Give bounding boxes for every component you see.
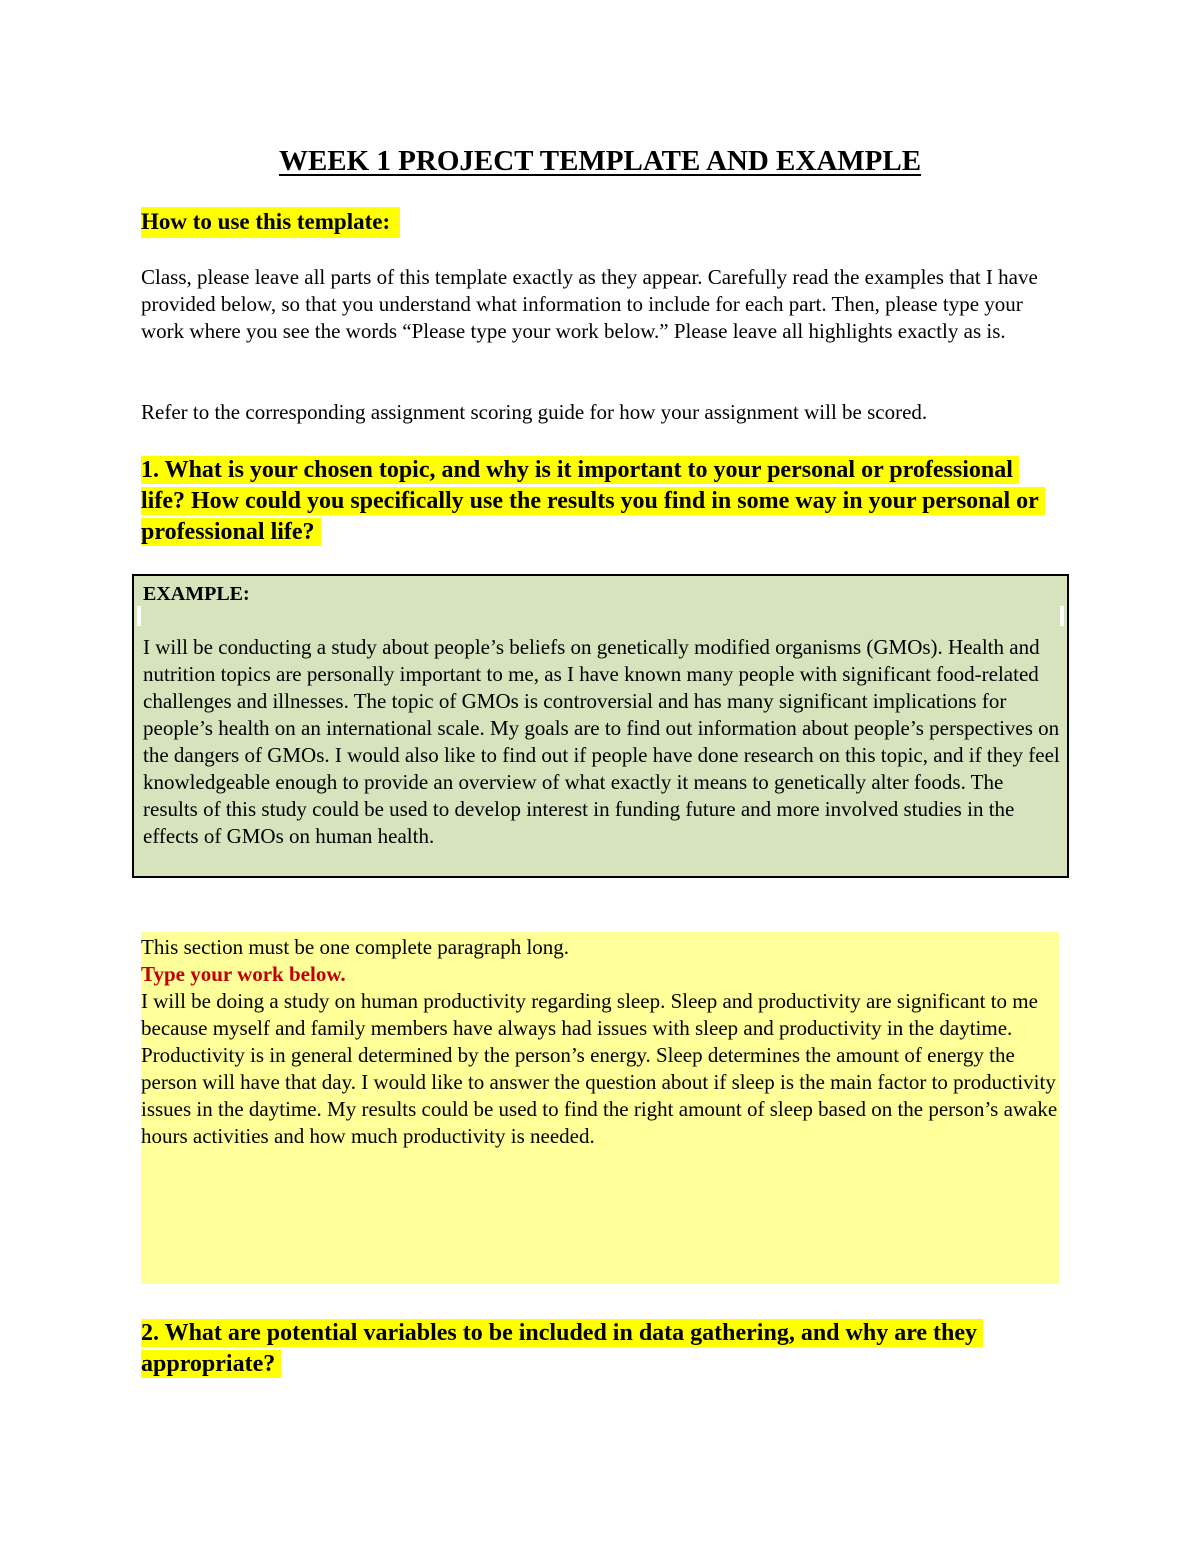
example-label: EXAMPLE: bbox=[143, 583, 250, 605]
work-area[interactable] bbox=[141, 932, 1059, 1284]
work-area-response[interactable]: I will be doing a study on human productivity regarding sleep. Sleep and productivity are significant to me because myself and family members have always had issues with sleep and productivity in the daytime. Productivity is in general determined by the person’s energy. Sleep determines the amount of energy the person will have that day. I would like to answer the question about if sleep is the main factor to productivity issues in the daytime. My results could be used to find the right amount of sleep based on the person’s awake hours activities and how much productivity is needed. bbox=[141, 989, 1058, 1148]
work-area-instruction: This section must be one complete paragraph long. bbox=[141, 935, 570, 959]
how-to-heading bbox=[141, 205, 400, 239]
question-1-text: 1. What is your chosen topic, and why is it important to your personal or professional life? How could you specifically use the results you find in some way in your personal or professional life? bbox=[141, 456, 1045, 546]
example-box-right-marker bbox=[1060, 606, 1064, 626]
example-text: I will be conducting a study about people’s beliefs on genetically modified organisms (GMOs). Health and nutrition topics are personally important to me, as I have known many people with significant food-related challenges and illnesses. The topic of GMOs is controversial and has many significant implications for people’s health on an international scale. My goals are to find out information about people’s perspectives on the dangers of GMOs. I would also like to find out if people have done research on this topic, and if they feel knowledgeable enough to provide an overview of what exactly it means to genetically alter foods. The results of this study could be used to develop interest in funding future and more involved studies in the effects of GMOs on human health. bbox=[143, 635, 1060, 848]
question-2 bbox=[141, 1318, 1061, 1380]
question-2-text: 2. What are potential variables to be included in data gathering, and why are they appropriate? bbox=[141, 1319, 983, 1378]
how-to-heading-text: How to use this template: bbox=[141, 207, 400, 238]
document-title: WEEK 1 PROJECT TEMPLATE AND EXAMPLE bbox=[278, 145, 922, 177]
instructions-paragraph: Class, please leave all parts of this template exactly as they appear. Carefully read the examples that I have provided below, so that you understand what information to include for each part. Then, please type your work where you see the words “Please type your work below.” Please leave all highlights exactly as is. bbox=[141, 265, 1038, 343]
question-1 bbox=[141, 455, 1061, 548]
example-box bbox=[132, 574, 1069, 878]
scoring-note: Refer to the corresponding assignment scoring guide for how your assignment will be scored. bbox=[141, 400, 928, 424]
example-box-left-marker bbox=[137, 606, 141, 626]
type-work-label: Type your work below. bbox=[141, 962, 346, 986]
